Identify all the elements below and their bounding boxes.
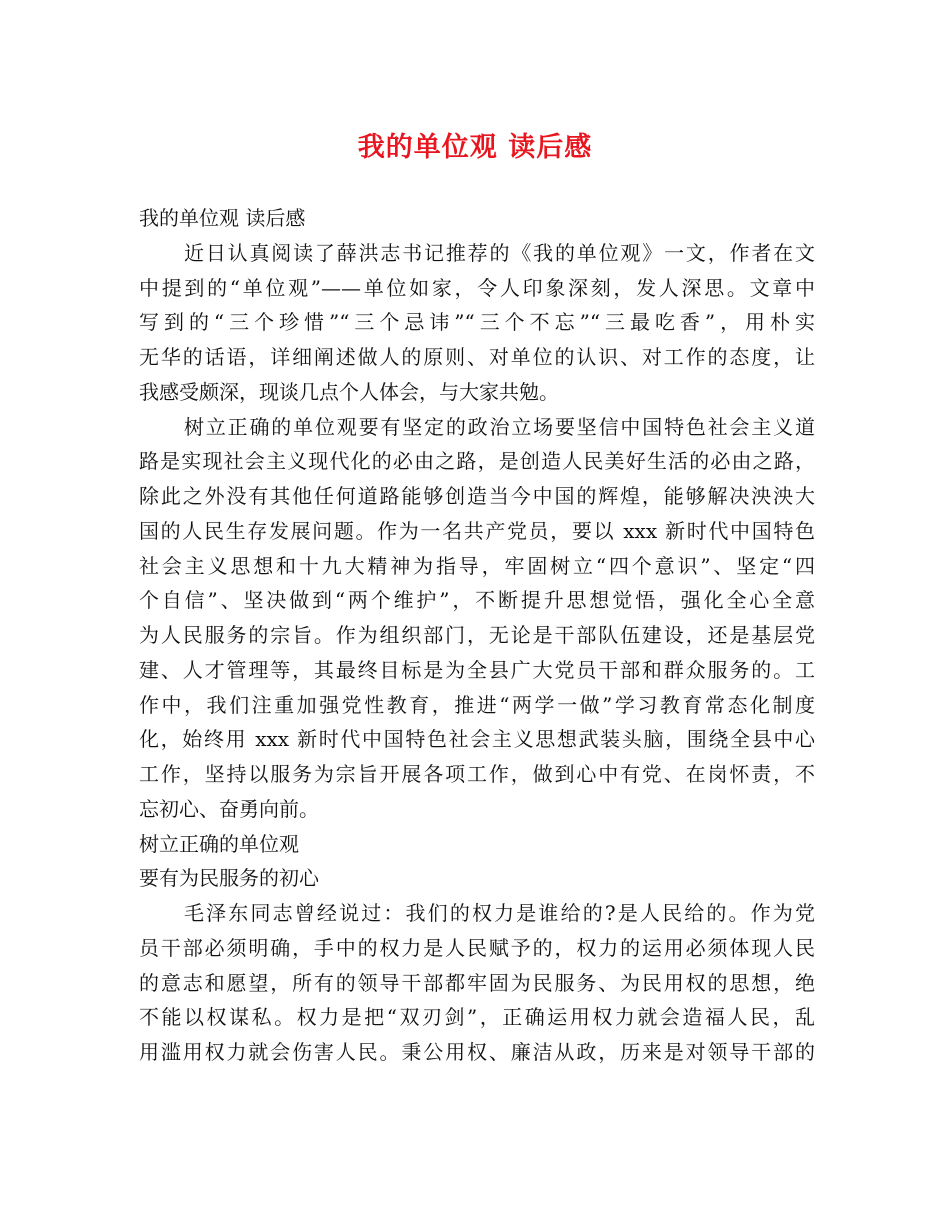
text-line: 国的人民生存发展问题。作为一名共产党员，要以 xxx 新时代中国特色 xyxy=(139,518,815,543)
text-line: 中提到的“单位观”——单位如家，令人印象深刻，发人深思。文章中 xyxy=(139,275,815,300)
text-line: 写到的“三个珍惜”“三个忌讳”“三个不忘”“三最吃香”，用朴实 xyxy=(139,310,815,335)
text-line: 树立正确的单位观要有坚定的政治立场要坚信中国特色社会主义道 xyxy=(184,414,815,439)
text-line: 用滥用权力就会伤害人民。秉公用权、廉洁从政，历来是对领导干部的 xyxy=(139,1040,815,1064)
text-line: 我感受颇深，现谈几点个人体会，与大家共勉。 xyxy=(139,379,559,404)
text-line: 个自信”、坚决做到“两个维护”，不断提升思想觉悟，强化全心全意 xyxy=(139,588,815,613)
text-line: 作中，我们注重加强党性教育，推进“两学一做”学习教育常态化制度 xyxy=(139,692,815,717)
text-line: 毛泽东同志曾经说过：我们的权力是谁给的?是人民给的。作为党 xyxy=(184,901,815,925)
text-line: 忘初心、奋勇向前。 xyxy=(139,796,319,821)
text-line: 社会主义思想和十九大精神为指导，牢固树立“四个意识”、坚定“四 xyxy=(139,553,815,578)
text-line: 的意志和愿望，所有的领导干部都牢固为民服务、为民用权的思想，绝 xyxy=(139,970,815,995)
text-line: 无华的话语，详细阐述做人的原则、对单位的认识、对工作的态度，让 xyxy=(139,345,815,369)
text-line: 为人民服务的宗旨。作为组织部门，无论是干部队伍建设，还是基层党 xyxy=(139,623,815,647)
text-line: 我的单位观 读后感 xyxy=(139,206,306,230)
text-line: 路是实现社会主义现代化的必由之路，是创造人民美好生活的必由之路， xyxy=(139,449,815,474)
document-body xyxy=(139,201,815,1070)
text-line: 除此之外没有其他任何道路能够创造当今中国的辉煌，能够解决泱泱大 xyxy=(139,484,815,508)
text-line: 工作，坚持以服务为宗旨开展各项工作，做到心中有党、在岗怀责，不 xyxy=(139,762,815,786)
text-line: 员干部必须明确，手中的权力是人民赋予的，权力的运用必须体现人民 xyxy=(139,935,815,960)
text-line: 不能以权谋私。权力是把“双刃剑”，正确运用权力就会造福人民，乱 xyxy=(139,1005,815,1030)
text-line: 建、人才管理等，其最终目标是为全县广大党员干部和群众服务的。工 xyxy=(139,657,815,682)
text-line: 近日认真阅读了薛洪志书记推荐的《我的单位观》一文，作者在文 xyxy=(184,240,815,265)
document-title: 我的单位观 读后感 xyxy=(357,132,593,163)
text-line: 树立正确的单位观 xyxy=(139,831,299,856)
text-line: 要有为民服务的初心 xyxy=(139,866,319,891)
text-line: 化，始终用 xxx 新时代中国特色社会主义思想武装头脑，围绕全县中心 xyxy=(139,727,815,752)
